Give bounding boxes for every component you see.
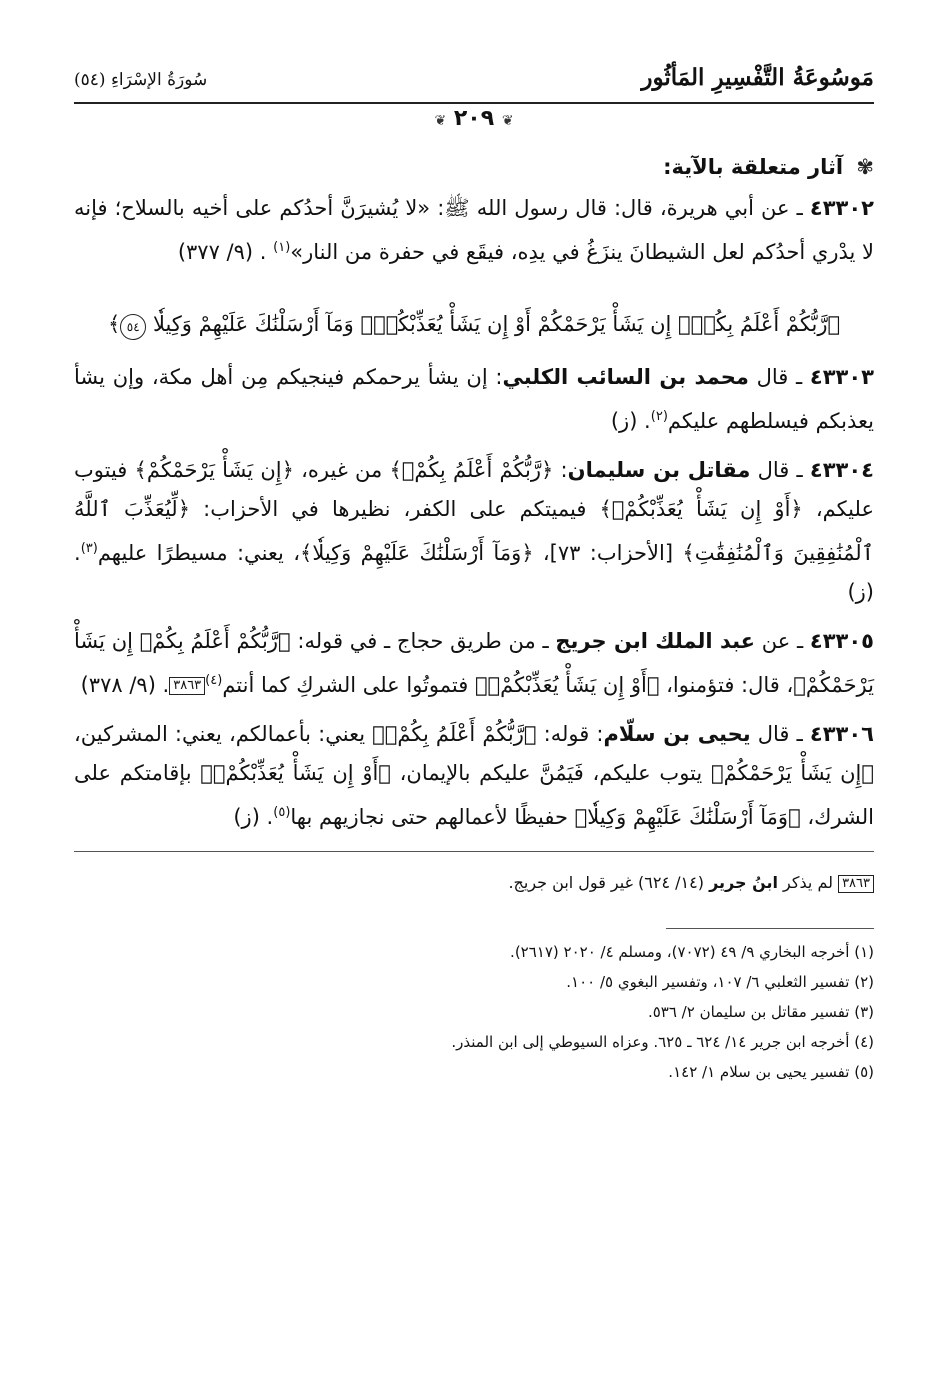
entry-43302 (74, 189, 874, 272)
editor-note (74, 868, 874, 898)
entry-tail: . (٩/ ٣٧٨) (80, 673, 170, 697)
surah-label: سُورَةُ الإسْرَاءِ (٥٤) (74, 70, 208, 90)
narrator-name: مقاتل بن سليمان (567, 458, 751, 482)
entry-number: ٤٣٣٠٣ (809, 365, 874, 389)
entry-pre: ـ عن (755, 629, 804, 653)
entry-pre: ـ قال (750, 458, 803, 482)
narrator-name: محمد بن السائب الكلبي (502, 365, 749, 389)
entry-43305 (74, 622, 874, 705)
footnote-marker: (٤) (205, 673, 223, 688)
entry-number: ٤٣٣٠٦ (809, 722, 874, 746)
entry-pre: ـ قال (748, 365, 803, 389)
entry-text: ـ عن أبي هريرة، قال: قال رسول الله ﷺ: «لا يُشيرَنَّ أحدُكم على أخيه بالسلاح؛ فإنه لا يدْري أحدُكم لعل الشيطانَ ينزَغُ في يدِه، فيقَع في حفرة من النار» (74, 196, 874, 264)
note-name: ابنُ جرير (709, 873, 778, 892)
section-title (74, 155, 874, 179)
narrator-name: يحيى بن سلّام (603, 722, 751, 746)
footnote-marker: (٣) (80, 541, 98, 556)
entry-number: ٤٣٣٠٤ (809, 458, 874, 482)
running-header (74, 60, 874, 104)
ornament-icon: ❦ (501, 113, 514, 129)
footnote-item: (٤) أخرجه ابن جرير ١٤/ ٦٢٤ ـ ٦٢٥. وعزاه السيوطي إلى ابن المنذر. (451, 1033, 874, 1051)
editor-note-ref: ٣٨٦٣ (838, 875, 874, 893)
entry-number: ٤٣٣٠٥ (809, 629, 874, 653)
entry-43306 (74, 715, 874, 837)
section-title-text: آثار متعلقة بالآية: (663, 155, 844, 179)
entry-tail: . (ز) (74, 541, 874, 604)
narrator-name: عبد الملك ابن جريج (555, 629, 756, 653)
footnote-item: (٥) تفسير يحيى بن سلام ١/ ١٤٢. (668, 1063, 874, 1081)
footnote-marker: (٥) (273, 805, 291, 820)
page-number-row (74, 106, 874, 131)
flower-icon: ✾ (856, 155, 874, 179)
verse-text: ﴿رَّبُّكُمْ أَعْلَمُ بِكُمْۖ إِن يَشَأْ يَرْحَمْكُمْ أَوْ إِن يَشَأْ يُعَذِّبْكُمْۚ وَمَآ أَرْسَلْنَٰكَ عَلَيْهِمْ وَكِيلٗا (152, 312, 841, 336)
entry-pre: ـ قال (750, 722, 803, 746)
entry-tail: . (ز) (610, 409, 651, 433)
entry-text: : ﴿رَّبُّكُمْ أَعْلَمُ بِكُمْۖ﴾ من غيره، ﴿إِن يَشَأْ يَرْحَمْكُمْ﴾ فيتوب عليكم، ﴿أَوْ إِن يَشَأْ يُعَذِّبْكُمْۚ﴾ فيميتكم على الكفر، نظيرها في الأحزاب: ﴿لِّيُعَذِّبَ ٱللَّهُ ٱلْمُنَٰفِقِينَ وَٱلْمُنَٰفِقَٰتِ﴾ [الأحزاب: ٧٣]، ﴿وَمَآ أَرْسَلْنَٰكَ عَلَيْهِمْ وَكِيلٗا﴾، يعني: مسيطرًا عليهم (74, 458, 874, 565)
footnote-item: (١) أخرجه البخاري ٩/ ٤٩ (٧٠٧٢)، ومسلم ٤/ ٢٠٢٠ (٢٦١٧). (510, 943, 874, 961)
editor-note-ref: ٣٨٦٣ (169, 677, 205, 695)
divider (74, 851, 874, 852)
entry-text: : قوله: ﴿رَّبُّكُمْ أَعْلَمُ بِكُمْۖ﴾ يعني: بأعمالكم، يعني: المشركين، ﴿إِن يَشَأْ يَرْحَمْكُمْ﴾ يتوب عليكم، فَيَمُنَّ عليكم بالإيمان، ﴿أَوْ إِن يَشَأْ يُعَذِّبْكُمْۚ﴾ بإقامتكم على الشرك، ﴿وَمَآ أَرْسَلْنَٰكَ عَلَيْهِمْ وَكِيلٗا﴾ حفيظًا لأعمالهم حتى نجازيهم بها (74, 722, 874, 829)
note-pre: لم يذكر (777, 873, 833, 892)
footnote-divider (666, 928, 874, 929)
ayah-number: ٥٤ (120, 314, 146, 340)
entry-43304 (74, 451, 874, 612)
footnote-item: (٣) تفسير مقاتل بن سليمان ٢/ ٥٣٦. (647, 1003, 874, 1021)
entry-tail: . (٩/ ٣٧٧) (177, 240, 267, 264)
book-title: مَوسُوعَةُ التَّفْسِيرِ المَأثُور (641, 64, 874, 91)
entry-43303 (74, 358, 874, 441)
footnote-marker: (٢) (650, 409, 668, 424)
verse-close: ﴾ (107, 312, 121, 336)
page (74, 60, 874, 1087)
ornament-icon: ❦ (434, 113, 447, 129)
footnotes (74, 937, 874, 1087)
entry-text: ـ من طريق حجاج ـ في قوله: ﴿رَّبُّكُمْ أَعْلَمُ بِكُمْۖ إِن يَشَأْ يَرْحَمْكُمْ﴾، قال: فتؤمنوا، ﴿أَوْ إِن يَشَأْ يُعَذِّبْكُمْۚ﴾ فتموتُوا على الشركِ كما أنتم (74, 629, 874, 697)
footnote-marker: (١) (273, 240, 291, 255)
footnote-item: (٢) تفسير الثعلبي ٦/ ١٠٧، وتفسير البغوي ٥/ ١٠٠. (566, 973, 874, 991)
note-text: (١٤/ ٦٢٤) غير قول ابن جريج. (508, 873, 710, 892)
quran-verse (74, 312, 874, 340)
entry-text: : إن يشأ يرحمكم فينجيكم مِن أهل مكة، وإن يشأ يعذبكم فيسلطهم عليكم (74, 365, 874, 433)
page-number: ٢٠٩ (453, 106, 495, 131)
entry-number: ٤٣٣٠٢ (809, 196, 874, 220)
entry-tail: . (ز) (233, 805, 274, 829)
